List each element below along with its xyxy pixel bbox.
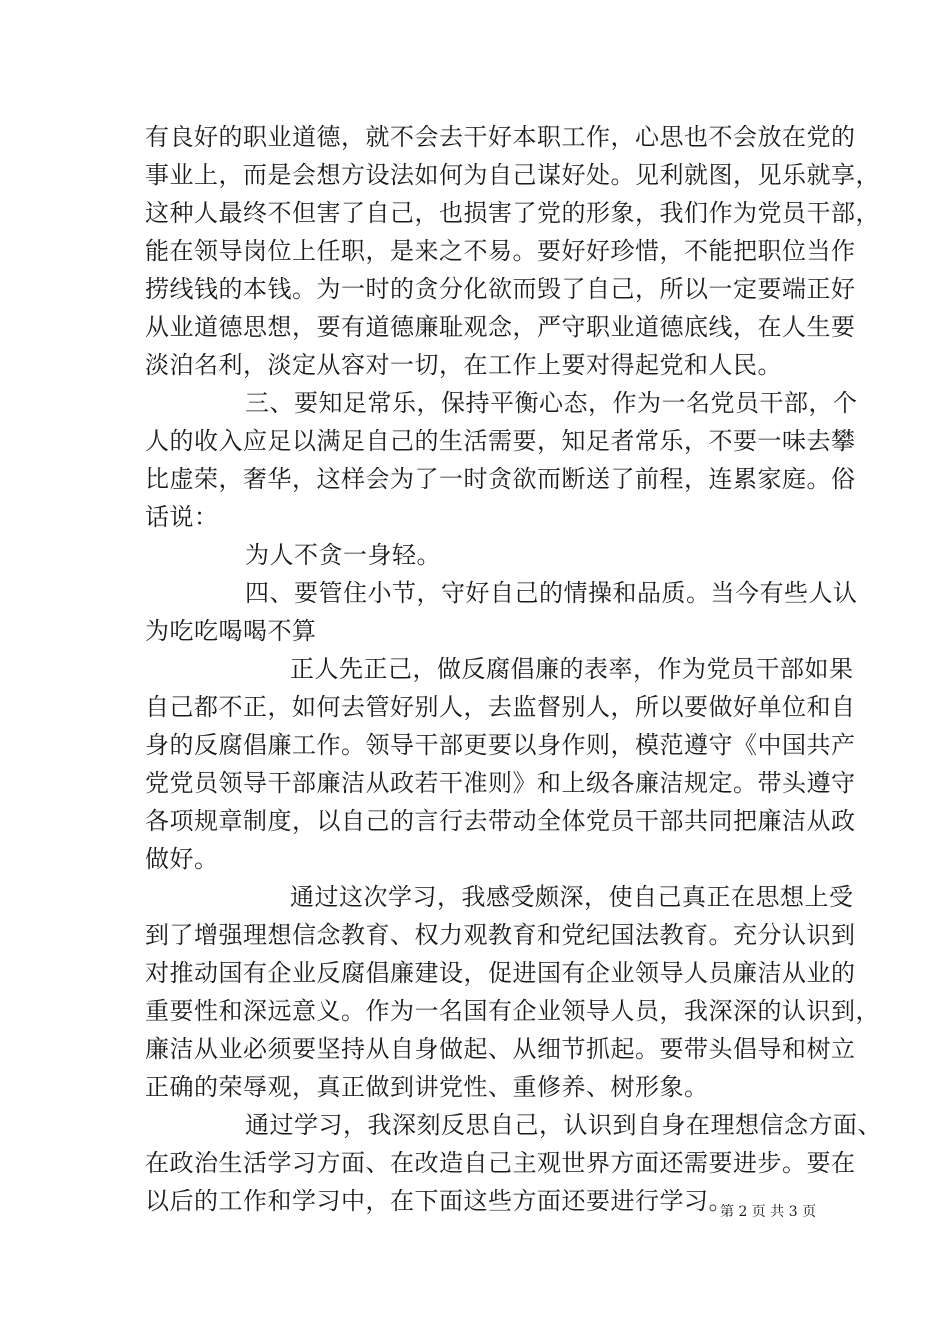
body-text-line: 比虚荣，奢华，这样会为了一时贪欲而断送了前程，连累家庭。俗 [145, 465, 856, 493]
body-text-line: 廉洁从业必须要坚持从自身做起、从细节抓起。要带头倡导和树立 [145, 1035, 856, 1063]
body-text-line: 事业上，而是会想方设法如何为自己谋好处。见利就图，见乐就享， [145, 161, 880, 189]
body-text-line: 人的收入应足以满足自己的生活需要，知足者常乐，不要一味去攀 [145, 427, 856, 455]
body-text-line: 以后的工作和学习中，在下面这些方面还要进行学习。 [145, 1187, 733, 1215]
body-text-line: 自己都不正，如何去管好别人，去监督别人，所以要做好单位和自 [145, 693, 856, 721]
body-text-line: 身的反腐倡廉工作。领导干部更要以身作则，模范遵守《中国共产 [145, 731, 856, 759]
body-text-line: 到了增强理想信念教育、权力观教育和党纪国法教育。充分认识到 [145, 921, 856, 949]
body-text-line: 正确的荣辱观，真正做到讲党性、重修养、树形象。 [145, 1073, 709, 1101]
body-text-line: 从业道德思想，要有道德廉耻观念，严守职业道德底线，在人生要 [145, 313, 856, 341]
body-text-line: 这种人最终不但害了自己，也损害了党的形象，我们作为党员干部， [145, 199, 880, 227]
paragraph-start-line: 正人先正己，做反腐倡廉的表率，作为党员干部如果 [290, 655, 854, 683]
body-text-line: 党党员领导干部廉洁从政若干准则》和上级各廉洁规定。带头遵守 [145, 769, 856, 797]
paragraph-start-line: 通过这次学习，我感受颇深，使自己真正在思想上受 [290, 883, 854, 911]
body-text-line: 对推动国有企业反腐倡廉建设，促进国有企业领导人员廉洁从业的 [145, 959, 856, 987]
section-three-heading: 三、要知足常乐，保持平衡心态，作为一名党员干部，个 [245, 389, 858, 417]
body-text-line: 为吃吃喝喝不算 [145, 617, 317, 645]
body-text-line: 话说： [145, 503, 219, 531]
body-text-line: 各项规章制度，以自己的言行去带动全体党员干部共同把廉洁从政 [145, 807, 856, 835]
paragraph-start-line: 通过学习，我深刻反思自己，认识到自身在理想信念方面、 [245, 1111, 882, 1139]
body-text-line: 淡泊名利，淡定从容对一切，在工作上要对得起党和人民。 [145, 351, 782, 379]
page-number-footer: 第 2 页 共 3 页 [720, 1204, 817, 1220]
proverb-line: 为人不贪一身轻。 [245, 541, 441, 569]
body-text-line: 重要性和深远意义。作为一名国有企业领导人员，我深深的认识到， [145, 997, 880, 1025]
section-four-heading: 四、要管住小节，守好自己的情操和品质。当今有些人认 [245, 579, 858, 607]
body-text-line: 做好。 [145, 845, 219, 873]
body-text-line: 有良好的职业道德，就不会去干好本职工作，心思也不会放在党的 [145, 123, 856, 151]
body-text-line: 在政治生活学习方面、在改造自己主观世界方面还需要进步。要在 [145, 1149, 856, 1177]
body-text-line: 捞线钱的本钱。为一时的贪分化欲而毁了自己，所以一定要端正好 [145, 275, 856, 303]
body-text-line: 能在领导岗位上任职，是来之不易。要好好珍惜，不能把职位当作 [145, 237, 856, 265]
